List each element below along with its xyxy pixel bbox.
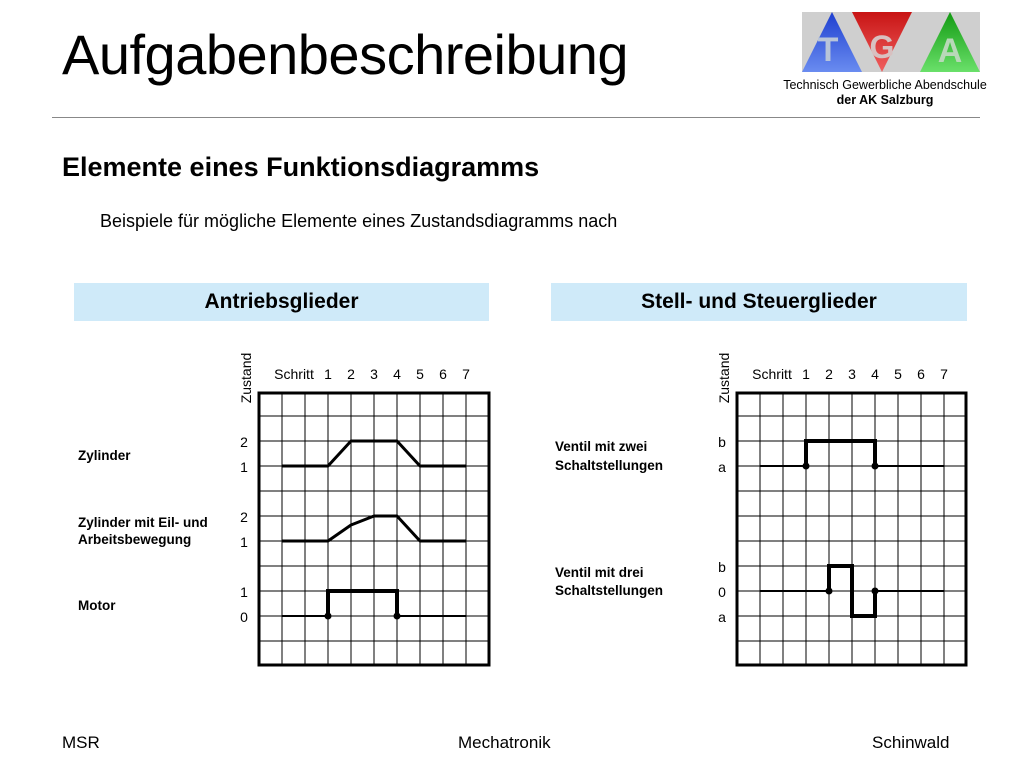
row-label-zylinder: Zylinder: [78, 448, 131, 463]
right-step-4: 4: [871, 366, 879, 382]
left-step-7: 7: [462, 366, 470, 382]
right-step-2: 2: [825, 366, 833, 382]
left-step-3: 3: [370, 366, 378, 382]
logo-letter-a: A: [937, 32, 963, 70]
footer-left: MSR: [62, 733, 100, 752]
state-label-ventil3-a: a: [718, 609, 726, 625]
right-step-6: 6: [917, 366, 925, 382]
left-diagram: [78, 353, 489, 665]
state-label-eilzylinder-2: 2: [240, 509, 248, 525]
right-step-1: 1: [802, 366, 810, 382]
logo-letter-g: G: [869, 29, 895, 65]
row-label-eilzylinder-line1: Zylinder mit Eil- und: [78, 515, 208, 530]
state-label-ventil2-a: a: [718, 459, 726, 475]
school-line-2: der AK Salzburg: [836, 93, 934, 107]
school-line-1: Technisch Gewerbliche Abendschule: [783, 78, 987, 92]
page-title: Aufgabenbeschreibung: [62, 23, 629, 86]
motor-start-dot: [325, 613, 332, 620]
right-grid-lines: [737, 393, 966, 665]
state-label-motor-0: 0: [240, 609, 248, 625]
left-step-2: 2: [347, 366, 355, 382]
right-diagram: [555, 353, 966, 665]
right-step-5: 5: [894, 366, 902, 382]
section-title: Elemente eines Funktionsdiagramms: [62, 152, 540, 182]
state-label-motor-1: 1: [240, 584, 248, 600]
logo-letter-t: T: [817, 31, 839, 69]
left-step-6: 6: [439, 366, 447, 382]
left-panel-banner: Antriebsglieder: [74, 283, 489, 321]
left-step-5: 5: [416, 366, 424, 382]
row-label-ventil3-line1: Ventil mit drei: [555, 565, 644, 580]
row-label-ventil2-line1: Ventil mit zwei: [555, 439, 648, 454]
right-step-3: 3: [848, 366, 856, 382]
state-label-zylinder-1: 1: [240, 459, 248, 475]
row-label-eilzylinder-line2: Arbeitsbewegung: [78, 532, 192, 547]
state-label-zylinder-2: 2: [240, 434, 248, 450]
motor-end-dot: [394, 613, 401, 620]
state-label-ventil3-b: b: [718, 559, 726, 575]
state-label-ventil3-0: 0: [718, 584, 726, 600]
footer-right: Schinwald: [872, 733, 950, 752]
left-step-label: Schritt: [274, 366, 314, 382]
left-grid-lines: [259, 393, 489, 665]
left-axis-label: Zustand: [238, 352, 254, 404]
row-label-ventil3-line2: Schaltstellungen: [555, 583, 664, 598]
description-text: Beispiele für mögliche Elemente eines Zustandsdiagramms nach: [100, 211, 618, 231]
row-label-motor: Motor: [78, 598, 116, 613]
row-label-ventil2-line2: Schaltstellungen: [555, 458, 664, 473]
state-label-ventil2-b: b: [718, 434, 726, 450]
left-step-1: 1: [324, 366, 332, 382]
right-panel-banner: Stell- und Steuerglieder: [551, 283, 967, 321]
left-step-4: 4: [393, 366, 401, 382]
right-axis-label: Zustand: [716, 352, 732, 404]
right-step-7: 7: [940, 366, 948, 382]
right-step-label: Schritt: [752, 366, 792, 382]
footer-center: Mechatronik: [458, 733, 551, 752]
state-label-eilzylinder-1: 1: [240, 534, 248, 550]
